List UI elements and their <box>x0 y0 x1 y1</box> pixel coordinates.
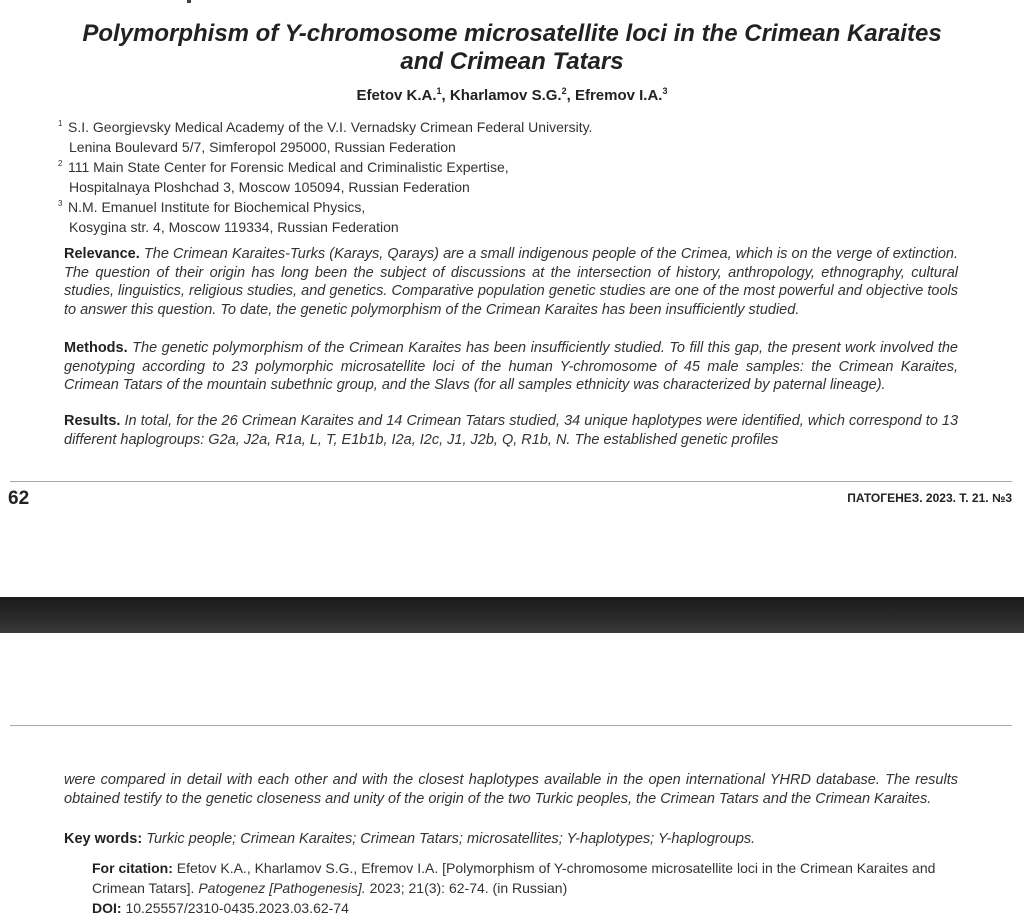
citation-authors: Efetov K.A., Kharlamov S.G., Efremov I.A. [Polymorphism of Y-chromosome microsatellite loci in the Crimean Karaites and Crimean Tatars]. <box>92 860 936 896</box>
author-name: Efetov K.A. <box>356 87 437 104</box>
author-list <box>0 86 1024 104</box>
article-title-line2: and Crimean Tatars <box>400 48 624 75</box>
author-affiliation-ref: 3 <box>662 86 668 96</box>
methods-label: Methods. <box>64 340 128 356</box>
author-separator: , <box>566 87 575 104</box>
article-title <box>0 20 1024 76</box>
results-text-continued: were compared in detail with each other and with the closest haplotypes available in the open international YHRD database. The results obtained testify to the genetic closeness and unity of the origin of the two Turkic peoples, the Crimean Tatars and the Crimean Karaites. <box>64 772 958 807</box>
footer-divider <box>10 481 1012 482</box>
doi-label: DOI: <box>92 900 122 916</box>
relevance-label: Relevance. <box>64 246 140 262</box>
doi-line <box>92 898 972 918</box>
page-gap-band <box>0 597 1024 633</box>
affiliation-item <box>58 117 758 137</box>
abstract-results <box>64 412 958 449</box>
citation-journal: Patogenez [Pathogenesis]. <box>198 880 366 896</box>
affiliation-line: 111 Main State Center for Forensic Medical and Criminalistic Expertise, <box>68 159 509 175</box>
methods-text: The genetic polymorphism of the Crimean Karaites has been insufficiently studied. To fill this gap, the present work involved the genotyping according to 23 polymorphic microsatellite loci of the human Y-chromosome of 45 male samples: the Crimean Karaites, Crimean Tatars of the mountain subethnic group, and the Slavs (for all samples ethnicity was characterized by paternal lineage). <box>64 340 958 393</box>
affiliation-line: N.M. Emanuel Institute for Biochemical Physics, <box>68 199 366 215</box>
relevance-text: The Crimean Karaites-Turks (Karays, Qarays) are a small indigenous people of the Crimea, which is on the verge of extinction. The question of their origin has long been the subject of discussions at the intersection of history, anthropology, ethnography, cultural studies, linguistics, religious studies, and genetics. Comparative population genetic studies are one of the most powerful and objective tools to answer this question. To date, the genetic polymorphism of the Crimean Karaites has been insufficiently studied. <box>64 246 959 318</box>
affiliation-line: S.I. Georgievsky Medical Academy of the V.I. Vernadsky Crimean Federal University. <box>68 119 593 135</box>
citation <box>92 858 972 898</box>
keywords-label: Key words: <box>64 831 143 847</box>
abstract-relevance <box>64 245 958 319</box>
affiliation-number: 3 <box>58 199 63 208</box>
affiliation-number: 2 <box>58 159 63 168</box>
article-title-line1: Polymorphism of Y-chromosome microsatellite loci in the Crimean Karaites <box>82 20 942 47</box>
author-affiliation-ref: 1 <box>436 86 442 96</box>
citation-label: For citation: <box>92 860 173 876</box>
keywords-text: Turkic people; Crimean Karaites; Crimean Tatars; microsatellites; Y-haplotypes; Y-haplogroups. <box>146 831 756 847</box>
page-number: 62 <box>8 488 30 509</box>
keywords <box>64 830 958 849</box>
abstract-methods <box>64 339 958 395</box>
affiliations <box>58 117 758 237</box>
page-edge-mark <box>187 0 191 3</box>
affiliation-address: Kosygina str. 4, Moscow 119334, Russian Federation <box>69 219 399 235</box>
citation-details: 2023; 21(3): 62-74. (in Russian) <box>369 880 568 896</box>
abstract-results-continued <box>64 771 958 808</box>
author-affiliation-ref: 2 <box>561 86 567 96</box>
header-divider <box>10 725 1012 726</box>
citation-block <box>92 858 972 918</box>
results-label: Results. <box>64 413 121 429</box>
affiliation-address: Hospitalnaya Ploshchad 3, Moscow 105094, Russian Federation <box>69 179 470 195</box>
author-separator: , <box>441 87 450 104</box>
journal-running-footer: ПАТОГЕНЕЗ. 2023. Т. 21. №3 <box>847 491 1012 505</box>
results-text: In total, for the 26 Crimean Karaites and 14 Crimean Tatars studied, 34 unique haplotypes were identified, which correspond to 13 different haplogroups: G2a, J2a, R1a, L, T, E1b1b, I2a, I2c, J1, J2b, Q, R1b, N. The established genetic profiles <box>64 413 959 448</box>
affiliation-item <box>58 157 758 177</box>
author-name: Efremov I.A. <box>574 87 663 104</box>
affiliation-number: 1 <box>58 119 63 128</box>
affiliation-address: Lenina Boulevard 5/7, Simferopol 295000, Russian Federation <box>69 139 456 155</box>
affiliation-item <box>58 197 758 217</box>
doi-value[interactable]: 10.25557/2310-0435.2023.03.62-74 <box>125 900 349 916</box>
author-name: Kharlamov S.G. <box>449 87 562 104</box>
